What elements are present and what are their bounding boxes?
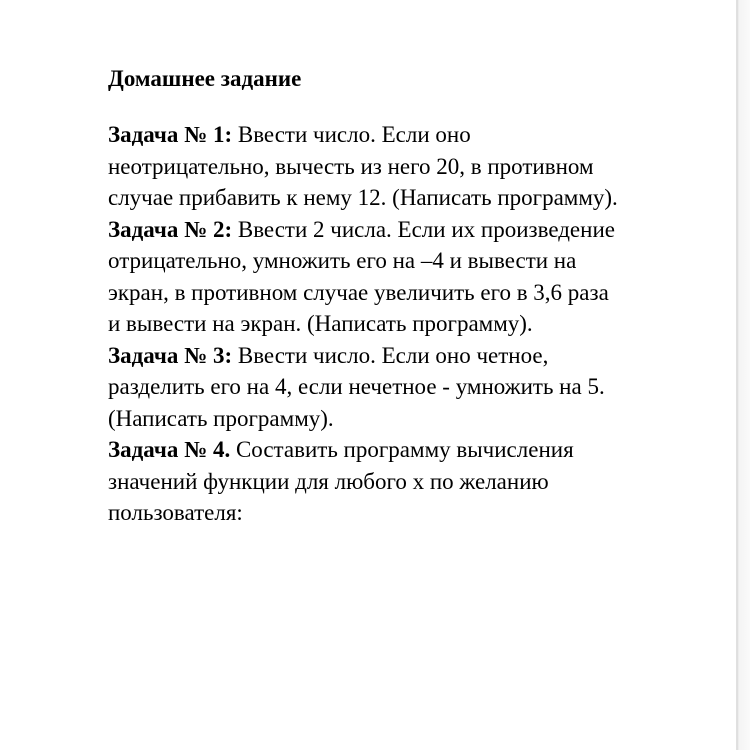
task-line: [108, 340, 708, 372]
task-1-text: Ввести число. Если оно: [232, 122, 471, 147]
task-3: [108, 340, 708, 435]
task-3-label: Задача № 3:: [108, 342, 233, 368]
task-2: [108, 214, 708, 340]
task-4: [108, 434, 708, 529]
task-1: [108, 119, 708, 214]
task-line: экран, в противном случае увеличить его в 3,6 раза: [108, 279, 609, 305]
task-4-label: Задача № 4.: [108, 437, 231, 462]
task-3-text: Ввести число. Если оно четное,: [232, 342, 549, 368]
task-line: отрицательно, умножить его на –4 и вывести на: [108, 248, 577, 273]
task-line: [108, 214, 708, 246]
task-line: неотрицательно, вычесть из него 20, в противном: [108, 153, 594, 179]
task-1-label: Задача № 1:: [108, 122, 233, 147]
task-line: случае прибавить к нему 12. (Написать программу).: [108, 185, 618, 210]
task-line: и вывести на экран. (Написать программу).: [108, 311, 533, 336]
task-2-text: Ввести 2 числа. Если их произведение: [232, 216, 615, 242]
page-edge-shadow: [736, 0, 750, 750]
task-2-label: Задача № 2:: [108, 216, 233, 242]
task-4-text: Составить программу вычисления: [230, 437, 574, 462]
task-line: [108, 434, 708, 466]
task-list: [108, 119, 708, 529]
task-line: разделить его на 4, если нечетное - умножить на 5.: [108, 374, 605, 399]
task-line: пользователя:: [108, 500, 243, 525]
task-line: [108, 119, 708, 151]
task-line: (Написать программу).: [108, 405, 334, 431]
task-line: значений функции для любого х по желанию: [108, 468, 549, 494]
document-heading: Домашнее задание: [108, 66, 302, 91]
